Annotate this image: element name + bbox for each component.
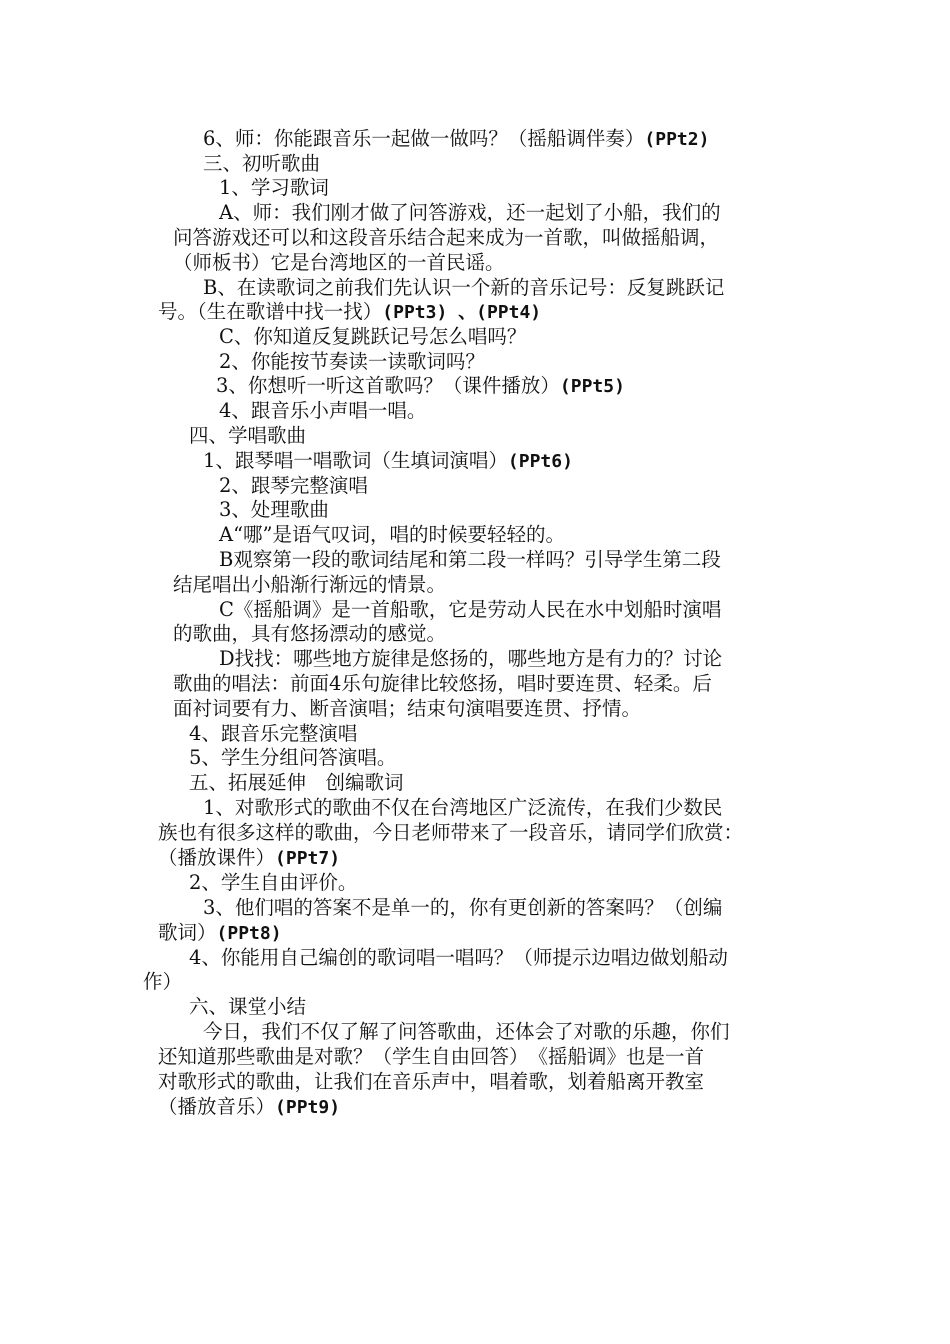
text-line: 面衬词要有力、断音演唱；结束句演唱要连贯、抒情。 <box>173 697 642 720</box>
text-line: 2、跟琴完整演唱 <box>219 474 368 497</box>
text-line: 问答游戏还可以和这段音乐结合起来成为一首歌，叫做摇船调， <box>173 226 720 249</box>
text-line: A“哪”是语气叹词，唱的时候要轻轻的。 <box>219 523 566 546</box>
text-line: 3、处理歌曲 <box>219 498 329 521</box>
text-line: 3、你想听一听这首歌吗？（课件播放）(PPt5) <box>216 374 625 397</box>
text-line: 1、跟琴唱一唱歌词（生填词演唱）(PPt6) <box>203 449 573 472</box>
section-heading: 三、初听歌曲 <box>203 152 321 175</box>
text-line: 还知道那些歌曲是对歌？（学生自由回答） 《摇船调》也是一首 <box>158 1045 705 1068</box>
section-heading: 四、学唱歌曲 <box>189 424 307 447</box>
text-line: 作） <box>143 970 183 993</box>
text-line: 号。（生在歌谱中找一找）(PPt3) 、(PPt4) <box>158 300 542 323</box>
text-line: 对歌形式的歌曲，让我们在音乐声中，唱着歌，划着船离开教室 <box>158 1070 705 1093</box>
text-line: B观察第一段的歌词结尾和第二段一样吗？引导学生第二段 <box>219 548 721 571</box>
text-line: 6、师：你能跟音乐一起做一做吗？（摇船调伴奏）(PPt2) <box>203 127 710 150</box>
text-line: D找找：哪些地方旋律是悠扬的，哪些地方是有力的？讨论 <box>219 647 723 670</box>
text-line: 2、学生自由评价。 <box>189 871 358 894</box>
text-line: 3、他们唱的答案不是单一的，你有更创新的答案吗？（创编 <box>203 896 723 919</box>
text-line: 今日，我们不仅了解了问答歌曲，还体会了对歌的乐趣，你们 <box>203 1020 730 1043</box>
text-line: 族也有很多这样的歌曲，今日老师带来了一段音乐，请同学们欣赏： <box>158 821 744 844</box>
text-line: 4、跟音乐完整演唱 <box>189 722 358 745</box>
text-line: 歌词）(PPt8) <box>158 921 282 944</box>
text-line: （播放课件）(PPt7) <box>158 846 341 869</box>
text-line: 5、学生分组问答演唱。 <box>189 746 397 769</box>
text-line: B、在读歌词之前我们先认识一个新的音乐记号：反复跳跃记 <box>203 276 725 299</box>
section-heading: 五、拓展延伸 创编歌词 <box>189 771 404 794</box>
subsection-heading: 1、学习歌词 <box>219 176 329 199</box>
text-line: C、你知道反复跳跃记号怎么唱吗？ <box>219 325 527 348</box>
text-line: 2、你能按节奏读一读歌词吗？ <box>219 350 485 373</box>
section-heading: 六、课堂小结 <box>189 995 307 1018</box>
text-line: 1、对歌形式的歌曲不仅在台湾地区广泛流传，在我们少数民 <box>203 796 723 819</box>
text-line: 4、你能用自己编创的歌词唱一唱吗？（师提示边唱边做划船动 <box>189 946 728 969</box>
text-line: （播放音乐）(PPt9) <box>158 1095 341 1118</box>
text-line: C《摇船调》是一首船歌，它是劳动人民在水中划船时演唱 <box>219 598 722 621</box>
text-line: 歌曲的唱法：前面4乐句旋律比较悠扬，唱时要连贯、轻柔。后 <box>173 672 712 695</box>
text-line: A、师：我们刚才做了问答游戏，还一起划了小船，我们的 <box>219 201 721 224</box>
text-line: 4、跟音乐小声唱一唱。 <box>219 399 427 422</box>
text-line: 的歌曲，具有悠扬漂动的感觉。 <box>173 622 447 645</box>
text-line: （师板书）它是台湾地区的一首民谣。 <box>173 251 505 274</box>
text-line: 结尾唱出小船渐行渐远的情景。 <box>173 573 447 596</box>
